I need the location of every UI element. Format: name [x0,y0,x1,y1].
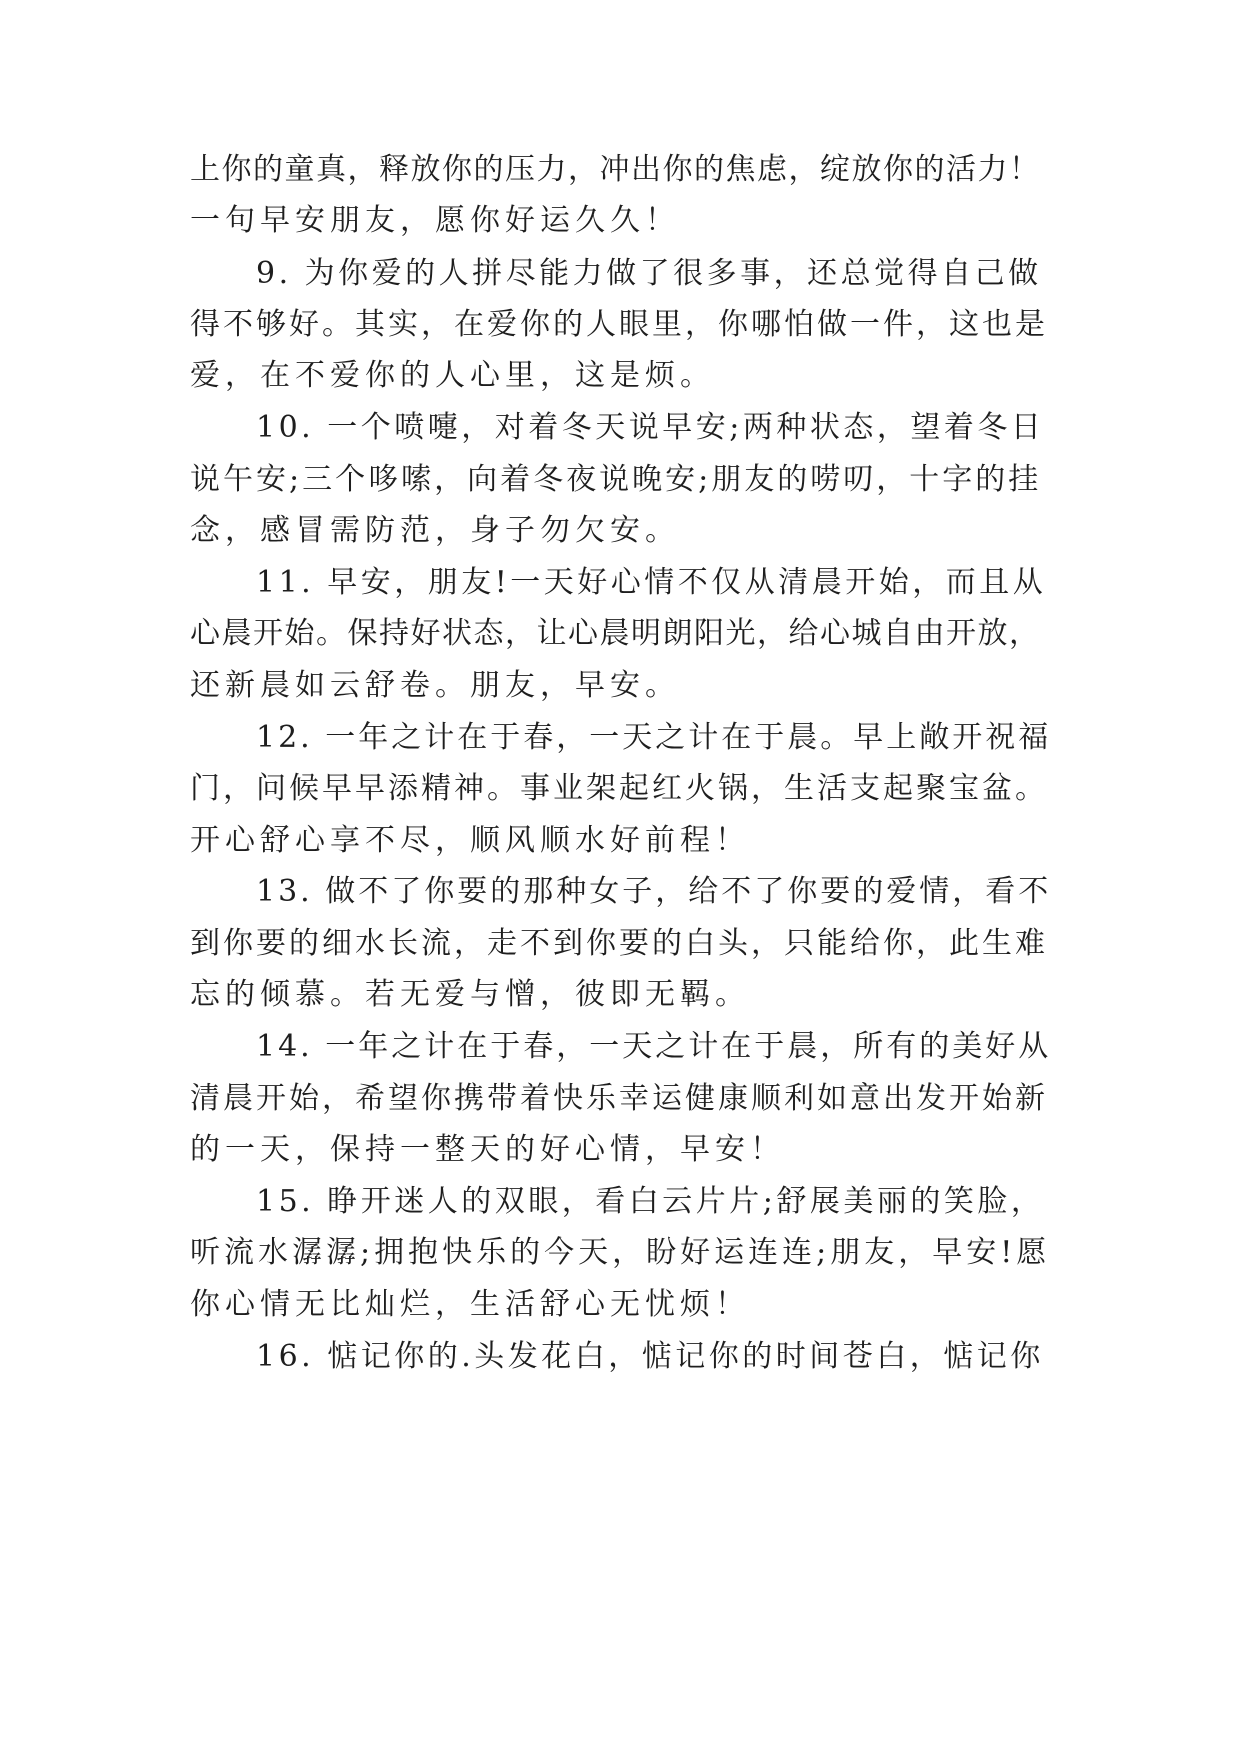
text-line: 16. 惦记你的.头发花白，惦记你的时间苍白，惦记你 [256,1339,1044,1374]
text-line: 你心情无比灿烂，生活舒心无忧烦！ [190,1287,750,1322]
text-line: 13. 做不了你要的那种女子，给不了你要的爱情，看不 [256,874,1052,909]
text-line: 一句早安朋友，愿你好运久久！ [190,203,680,238]
text-line: 9. 为你爱的人拼尽能力做了很多事，还总觉得自己做 [256,256,1042,291]
text-line: 开心舒心享不尽，顺风顺水好前程！ [190,823,750,858]
text-line: 清晨开始，希望你携带着快乐幸运健康顺利如意出发开始新 [190,1081,1048,1116]
text-line: 心晨开始。保持好状态，让心晨明朗阳光，给心城自由开放， [190,616,1041,651]
text-line: 说午安;三个哆嗦，向着冬夜说晚安;朋友的唠叨，十字的挂 [190,462,1042,497]
text-line: 忘的倾慕。若无爱与憎，彼即无羁。 [190,977,750,1012]
text-line: 门，问候早早添精神。事业架起红火锅，生活支起聚宝盆。 [190,771,1048,806]
text-line: 12. 一年之计在于春，一天之计在于晨。早上敞开祝福 [256,720,1052,755]
text-line: 到你要的细水长流，走不到你要的白头，只能给你，此生难 [190,926,1048,961]
text-line: 上你的童真，释放你的压力，冲出你的焦虑，绽放你的活力！ [190,152,1041,187]
text-line: 爱，在不爱你的人心里，这是烦。 [190,358,715,393]
text-line: 听流水潺潺;拥抱快乐的今天，盼好运连连;朋友，早安!愿 [190,1235,1051,1270]
text-line: 10. 一个喷嚏，对着冬天说早安;两种状态，望着冬日 [256,410,1045,445]
text-line: 11. 早安，朋友!一天好心情不仅从清晨开始，而且从 [256,565,1047,600]
text-line: 14. 一年之计在于春，一天之计在于晨，所有的美好从 [256,1029,1052,1064]
text-line: 还新晨如云舒卷。朋友，早安。 [190,668,680,703]
text-line: 的一天，保持一整天的好心情，早安！ [190,1132,785,1167]
text-line: 得不够好。其实，在爱你的人眼里，你哪怕做一件，这也是 [190,307,1048,342]
text-line: 15. 睁开迷人的双眼，看白云片片;舒展美丽的笑脸， [256,1184,1045,1219]
text-line: 念，感冒需防范，身子勿欠安。 [190,513,680,548]
